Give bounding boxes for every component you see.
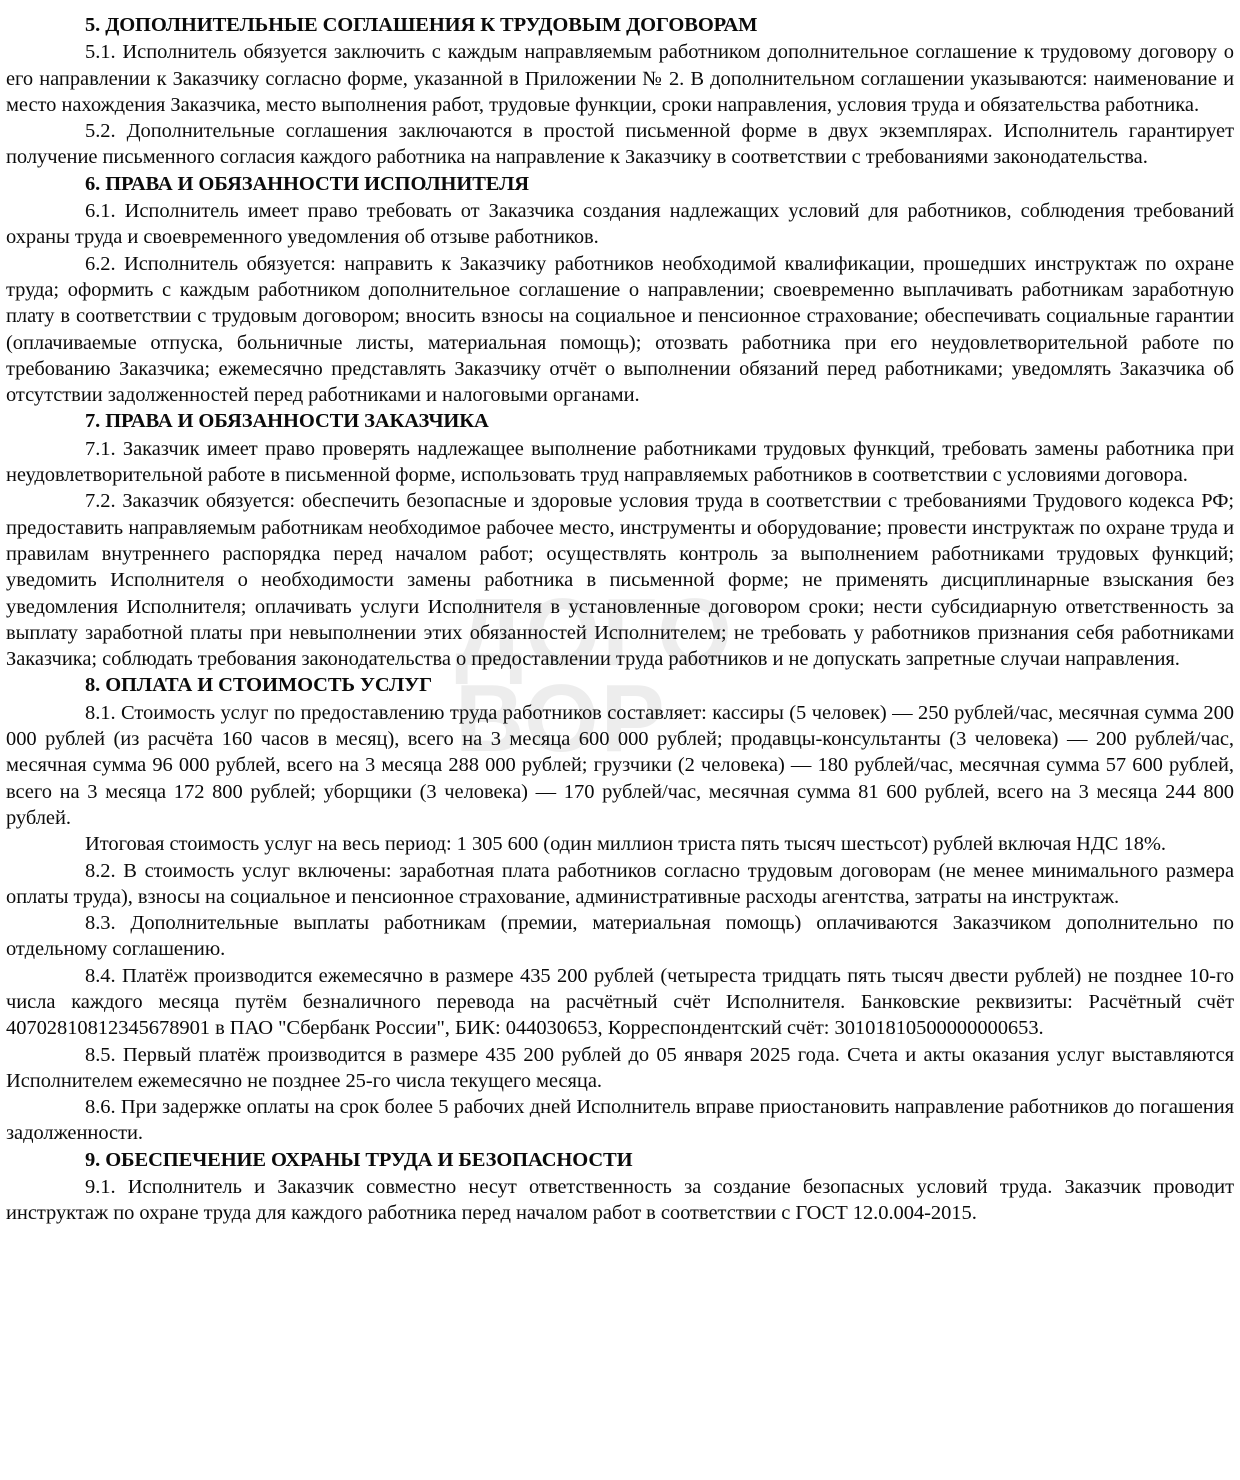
paragraph-8-total: Итоговая стоимость услуг на весь период: 1 305 600 (один миллион триста пять тысяч шестьсот) рублей включая НДС 18%. <box>85 833 1166 856</box>
paragraph-8-1: 8.1. Стоимость услуг по предоставлению труда работников составляет: кассиры (5 человек) — 250 рублей/час, месячная сумма 200 000 рублей (из расчёта 160 часов в месяц), всего на 3 месяца 600 000 рублей; продавцы-консультанты (3 человека) — 200 рублей/час, месячная сумма 96 000 рублей, всего на 3 месяца 288 000 рублей; грузчики (2 человека) — 180 рублей/час, месячная сумма 57 600 рублей, всего на 3 месяца 172 800 рублей; уборщики (3 человека) — 170 рублей/час, месячная сумма 81 600 рублей, всего на 3 месяца 244 800 рублей. <box>6 701 1234 829</box>
paragraph-6-1: 6.1. Исполнитель имеет право требовать от Заказчика создания надлежащих условий для работников, соблюдения требований охраны труда и своевременного уведомления об отзыве работников. <box>6 200 1234 249</box>
section-heading-8: 8. ОПЛАТА И СТОИМОСТЬ УСЛУГ <box>85 674 433 697</box>
paragraph-5-2: 5.2. Дополнительные соглашения заключаются в простой письменной форме в двух экземплярах. Исполнитель гарантирует получение письменного согласия каждого работника на направление к Заказчику в соответствии с требованиями законодательства. <box>6 120 1234 169</box>
paragraph-8-4: 8.4. Платёж производится ежемесячно в размере 435 200 рублей (четыреста тридцать пять тысяч двести рублей) не позднее 10-го числа каждого месяца путём безналичного перевода на расчётный счёт Исполнителя. Банковские реквизиты: Расчётный счёт 40702810812345678901 в ПАО "Сбербанк России", БИК: 044030653, Корреспондентский счёт: 30101810500000000653. <box>6 964 1234 1040</box>
paragraph-5-1: 5.1. Исполнитель обязуется заключить с каждым направляемым работником дополнительное соглашение к трудовому договору о его направлении к Заказчику согласно форме, указанной в Приложении № 2. В дополнительном соглашении указываются: наименование и место нахождения Заказчика, место выполнения работ, трудовые функции, сроки направления, условия труда и обязательства работника. <box>6 41 1234 116</box>
paragraph-9-1: 9.1. Исполнитель и Заказчик совместно несут ответственность за создание безопасных условий труда. Заказчик проводит инструктаж по охране труда для каждого работника перед началом работ в соответствии с ГОСТ 12.0.004-2015. <box>6 1176 1234 1225</box>
section-heading-9: 9. ОБЕСПЕЧЕНИЕ ОХРАНЫ ТРУДА И БЕЗОПАСНОСТИ <box>85 1148 633 1171</box>
watermark-line-1: ДОГО <box>455 579 734 686</box>
paragraph-7-1: 7.1. Заказчик имеет право проверять надлежащее выполнение работниками трудовых функций, требовать замены работника при неудовлетворительной работе в письменной форме, использовать труд направляемых работников в соответствии с условиями договора. <box>6 437 1234 487</box>
paragraph-8-5: 8.5. Первый платёж производится в размере 435 200 рублей до 05 января 2025 года. Счета и акты оказания услуг выставляются Исполнителем ежемесячно не позднее 25-го числа текущего месяца. <box>6 1043 1234 1092</box>
paragraph-8-6: 8.6. При задержке оплаты на срок более 5 рабочих дней Исполнитель вправе приостановить направление работников до погашения задолженности. <box>6 1096 1234 1145</box>
watermark-line-2: ВОР <box>455 665 667 772</box>
paragraph-6-2: 6.2. Исполнитель обязуется: направить к Заказчику работников необходимой квалификации, прошедших инструктаж по охране труда; оформить с каждым работником дополнительное соглашение о направлении; своевременно выплачивать работникам заработную плату в соответствии с трудовым договором; вносить взносы на социальное и пенсионное страхование; обеспечивать социальные гарантии (оплачиваемые отпуска, больничные листы, материальная помощь); отозвать работника при его неудовлетворительной работе по требованию Заказчика; ежемесячно представлять Заказчику отчёт о выполнении обязаний перед работниками; уведомлять Заказчика об отсутствии задолженностей перед работниками и налоговыми органами. <box>6 252 1234 407</box>
section-heading-5: 5. ДОПОЛНИТЕЛЬНЫЕ СОГЛАШЕНИЯ К ТРУДОВЫМ ДОГОВОРАМ <box>85 14 758 36</box>
paragraph-8-2: 8.2. В стоимость услуг включены: заработная плата работников согласно трудовым договорам (не менее минимального размера оплаты труда), взносы на социальное и пенсионное страхование, административные расходы агентства, затраты на инструктаж. <box>6 859 1234 908</box>
section-heading-7: 7. ПРАВА И ОБЯЗАННОСТИ ЗАКАЗЧИКА <box>85 410 489 433</box>
paragraph-8-3: 8.3. Дополнительные выплаты работникам (премии, материальная помощь) оплачиваются Заказчиком дополнительно по отдельному соглашению. <box>6 912 1234 961</box>
document-body <box>6 12 1234 1227</box>
paragraph-7-2: 7.2. Заказчик обязуется: обеспечить безопасные и здоровые условия труда в соответствии с требованиями Трудового кодекса РФ; предоставить направляемым работникам необходимое рабочее место, инструменты и оборудование; провести инструктаж по охране труда и правилам внутреннего распорядка перед началом работ; осуществлять контроль за выполнением работниками трудовых функций; уведомить Исполнителя о необходимости замены работника в письменной форме; не применять дисциплинарные взыскания без уведомления Исполнителя; оплачивать услуги Исполнителя в установленные договором сроки; нести субсидиарную ответственность за выплату заработной платы при невыполнении этих обязанностей Исполнителем; не требовать у работников признания себя работниками Заказчика; соблюдать требования законодательства о предоставлении труда работников и не допускать запретные случаи направления. <box>6 490 1234 671</box>
section-heading-6: 6. ПРАВА И ОБЯЗАННОСТИ ИСПОЛНИТЕЛЯ <box>85 172 529 195</box>
